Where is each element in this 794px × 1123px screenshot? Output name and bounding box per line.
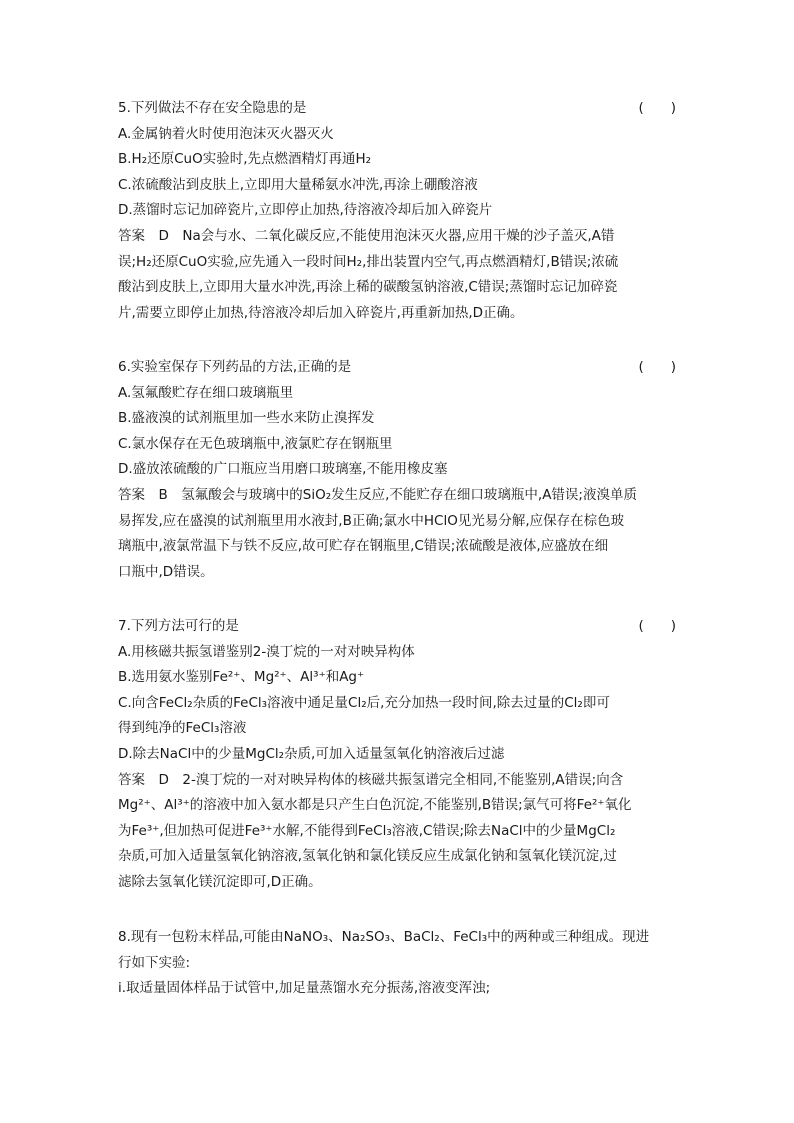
answer-blank: ( ) bbox=[638, 359, 676, 375]
answer-line: 为Fe³⁺,但加热可促进Fe³⁺水解,不能得到FeCl₃溶液,C错误;除去NaCl中的少量MgCl₂ bbox=[118, 822, 616, 839]
question-stem: 5.下列做法不存在安全隐患的是 ( ) bbox=[118, 96, 678, 122]
option-c: C.浓硫酸沾到皮肤上,立即用大量稀氨水冲洗,再涂上硼酸溶液 bbox=[118, 176, 478, 193]
answer-line: 酸沾到皮肤上,立即用大量水冲洗,再涂上稀的碳酸氢钠溶液,C错误;蒸馏时忘记加碎瓷 bbox=[118, 279, 618, 296]
answer-blank: ( ) bbox=[638, 618, 676, 634]
experiment-step: ⅰ.取适量固体样品于试管中,加足量蒸馏水充分振荡,溶液变浑浊; bbox=[118, 980, 491, 997]
answer-blank: ( ) bbox=[638, 100, 676, 116]
option-d: D.除去NaCl中的少量MgCl₂杂质,可加入适量氢氧化钠溶液后过滤 bbox=[118, 745, 505, 762]
option-b: B.选用氨水鉴别Fe²⁺、Mg²⁺、Al³⁺和Ag⁺ bbox=[118, 669, 365, 686]
answer-line: 误;H₂还原CuO实验,应先通入一段时间H₂,排出装置内空气,再点燃酒精灯,B错误;浓硫 bbox=[118, 253, 619, 270]
question-5 bbox=[118, 96, 678, 326]
answer-line: 易挥发,应在盛溴的试剂瓶里用水液封,B正确;氯水中HClO见光易分解,应保存在棕色玻 bbox=[118, 512, 625, 529]
question-8 bbox=[118, 925, 678, 1002]
option-c: C.向含FeCl₂杂质的FeCl₃溶液中通足量Cl₂后,充分加热一段时间,除去过量的Cl₂即可 bbox=[118, 694, 610, 711]
answer-line: 答案 D Na会与水、二氧化碳反应,不能使用泡沫灭火器,应用干燥的沙子盖灭,A错 bbox=[118, 227, 615, 244]
question-stem-continued: 行如下实验: bbox=[118, 954, 191, 971]
option-a: A.金属钠着火时使用泡沫灭火器灭火 bbox=[118, 125, 334, 142]
answer-line: 杂质,可加入适量氢氧化钠溶液,氢氧化钠和氯化镁反应生成氯化钠和氢氧化镁沉淀,过 bbox=[118, 848, 617, 865]
question-stem: 8.现有一包粉末样品,可能由NaNO₃、Na₂SO₃、BaCl₂、FeCl₃中的两种或三种组成。现进 bbox=[118, 929, 650, 945]
option-b: B.H₂还原CuO实验时,先点燃酒精灯再通H₂ bbox=[118, 151, 372, 168]
option-c: C.氯水保存在无色玻璃瓶中,液氯贮存在钢瓶里 bbox=[118, 435, 393, 452]
answer-line: 答案 D 2-溴丁烷的一对对映异构体的核磁共振氢谱完全相同,不能鉴别,A错误;向含 bbox=[118, 771, 624, 788]
question-stem: 6.实验室保存下列药品的方法,正确的是 ( ) bbox=[118, 355, 678, 381]
answer-line: 片,需要立即停止加热,待溶液冷却后加入碎瓷片,再重新加热,D正确。 bbox=[118, 304, 524, 321]
option-d: D.盛放浓硫酸的广口瓶应当用磨口玻璃塞,不能用橡皮塞 bbox=[118, 461, 448, 478]
question-6 bbox=[118, 355, 678, 585]
answer-line: 口瓶中,D错误。 bbox=[118, 563, 214, 580]
answer-line: 答案 B 氢氟酸会与玻璃中的SiO₂发生反应,不能贮存在细口玻璃瓶中,A错误;液溴单质 bbox=[118, 486, 637, 503]
question-7 bbox=[118, 614, 678, 896]
option-c-continued: 得到纯净的FeCl₃溶液 bbox=[118, 720, 247, 737]
option-a: A.用核磁共振氢谱鉴别2-溴丁烷的一对对映异构体 bbox=[118, 643, 415, 660]
question-stem: 7.下列方法可行的是 ( ) bbox=[118, 614, 678, 640]
option-b: B.盛液溴的试剂瓶里加一些水来防止溴挥发 bbox=[118, 410, 375, 427]
answer-line: 滤除去氢氧化镁沉淀即可,D正确。 bbox=[118, 873, 322, 890]
answer-line: Mg²⁺、Al³⁺的溶液中加入氨水都是只产生白色沉淀,不能鉴别,B错误;氯气可将Fe²⁺氧化 bbox=[118, 797, 632, 814]
answer-line: 璃瓶中,液氯常温下与铁不反应,故可贮存在钢瓶里,C错误;浓硫酸是液体,应盛放在细 bbox=[118, 538, 609, 555]
option-d: D.蒸馏时忘记加碎瓷片,立即停止加热,待溶液冷却后加入碎瓷片 bbox=[118, 202, 493, 219]
option-a: A.氢氟酸贮存在细口玻璃瓶里 bbox=[118, 384, 294, 401]
